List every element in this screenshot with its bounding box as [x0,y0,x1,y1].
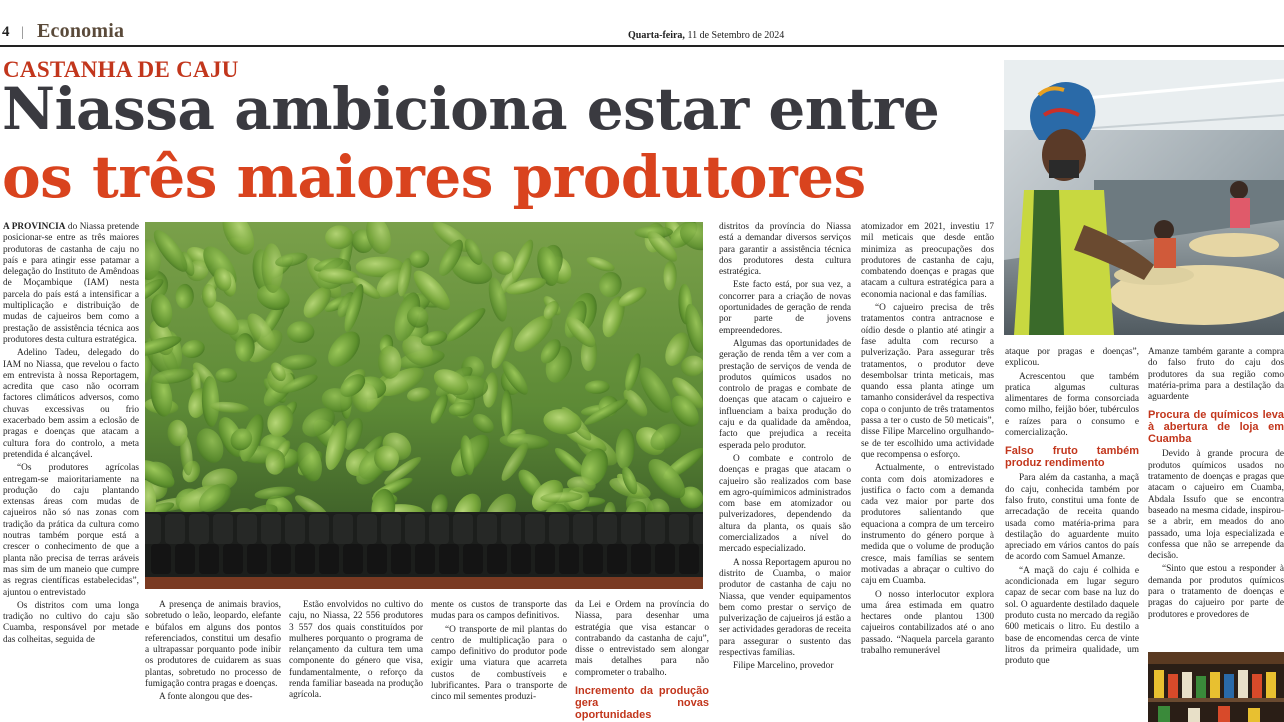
article-column-5 [719,222,851,722]
date-day: Quarta-feira, [628,30,685,41]
article-column-6 [861,222,994,722]
header-date [628,30,784,41]
article-paragraph: Os distritos com uma longa tradição no cultivo do caju são Cuamba, responsável por metade das colheitas, seguida de [3,600,139,645]
page-number: 4 [2,24,10,40]
article-paragraph: Filipe Marcelino, provedor [733,661,834,672]
article-paragraph: O combate e controlo de doenças e pragas que atacam o cajueiro são realizados com base em agro-químimicos administrados com base em atomizador ou pulverizadores, dependendo da altura da planta, os quais são comercializados a nível do mercado especializado. [719,453,851,555]
date-rest: 11 de Setembro de 2024 [684,30,785,41]
article-paragraph: Para além da castanha, a maçã do caju, conhecida também por falso fruto, constitui uma fonte de arrecadação de receita quando usada como matéria-prima para destilação do aguardente muito apreciado em vários cantos do país de acordo com Samuel Amanze. [1005,473,1139,563]
headline-line-1: Niassa ambiciona estar entre [2,75,940,143]
article-paragraph: A nossa Reportagem apurou no distrito de Cuamba, o maior produtor de castanha de caju no Niassa, que vender equipamentos bem como prestar o serviço de pulverização de cajueiros já estão a ser actividades geradoras de receita para assegurar o sustento das respectivas famílias. [719,557,851,658]
article-column-4 [431,600,567,722]
page-header [0,0,1284,46]
shop-illustration [1148,652,1284,722]
workers-illustration [1004,60,1284,335]
article-subhead: Incremento da produção gera novas oportunidades [575,685,709,722]
article-column-3 [289,600,423,722]
article-paragraph: Adelino Tadeu, delegado do IAM no Niassa, que revelou o facto em entrevista à nossa Reportagem, acredita que caso não ocorram factores climáticos adversos, como chuvas excessivas ou frio exacerbado bem assim a eclosão de pragas e doenças que atacam a cultura fora do controlo, a meta pretendida é alcançável. [3,348,139,460]
article-paragraph: Acrescentou que também pratica algumas culturas alimentares de forma consorciada como milho, feijão bóer, tubérculos e raízes para o consumo e comercialização. [1005,371,1139,439]
article-paragraph: A PROVÍNCIA do Niassa pretende posicionar-se entre as três maiores produtoras de castanha de caju no país e para atingir esse patamar a delegação do Instituto de Amêndoas de Moçambique (IAM) nesta parcela do país está a intensificar a multiplicação e distribuição de mudas de cajueiros bem como a prestação de assistência técnica aos produtores desta cultura estratégica. [3,222,139,345]
article-column-5-lower [575,600,709,722]
article-paragraph: distritos da província do Niassa está a demandar diversos serviços para garantir a assistência técnica dos produtores desta cultura estratégica. [719,222,851,278]
article-paragraph: Amanze também garante a compra do falso fruto do caju dos produtores da sua região como matéria-prima para a destilação da aguardente [1148,347,1284,403]
article-paragraph: atomizador em 2021, investiu 17 mil meticais que desde então minimiza as preocupações dos produtores de castanha de caju, combatendo doenças e pragas que atacam a cultura estratégica para a economia nacional e das famílias. [861,222,994,300]
article-paragraph: Algumas das oportunidades de geração de renda têm a ver com a prestação de serviços de venda de produtos químicos usados no controlo de pragas e combate de doenças que atacam o cajueiro e influenciam a baixa produção do caju e da qualidade da amêndoa, facto que prejudica a receita esperada pelo produtor. [719,338,851,451]
article-paragraph: mente os custos de transporte das mudas para os campos definitivos. [431,600,567,622]
seedlings-illustration [145,222,703,589]
article-paragraph: “Sinto que estou a responder à demanda por produtos químicos para o tratamento de doenças e pragas do cajueiro por parte de produtores e provedores de [1148,564,1284,620]
article-paragraph: A fonte alongou que des- [159,692,253,703]
article-subhead: Procura de químicos leva à abertura de loja em Cuamba [1148,409,1284,446]
article-column-7 [1005,347,1139,722]
article-column-2 [145,600,281,722]
section-name [37,20,124,43]
article-paragraph: da Lei e Ordem na província do Niassa, para desenhar uma estratégia que visa estancar o contrabando da castanha de caju”, disse o entrevistado sem alongar mais detalhes para não comprometer o trabalho. [575,600,709,678]
cashew-workers-photo [1004,60,1284,335]
article-paragraph: Este facto está, por sua vez, a concorrer para a criação de novas oportunidades de geração de renda por parte de jovens empreendedores. [719,280,851,336]
article-paragraph: O nosso interlocutor explora uma área estimada em quatro hectares onde plantou 1300 cajueiros contabilizados até o ano passado. “Naquela parcela garanto trabalho remunerável [861,589,994,656]
article-column-1 [3,222,139,722]
article-paragraph: A presença de animais bravios, sobretudo o leão, leopardo, elefante e búfalos em alguns dos pontos referenciados, constitui um desafio a ultrapassar porquanto pode inibir os produtores de cuidarem as suas plantas, sobretudo no processo de fumigação contra pragas e doenças. [145,600,281,690]
cashew-seedlings-photo [145,222,703,589]
article-paragraph: “Os produtores agrícolas entregam-se maioritariamente na produção do caju plantando extensas áreas com mudas de cajueiros não só nas zonas com tradição da prática da cultura como noutras também porque está a crescer o conhecimento de que a planta não precisa de terras aráveis mas sim de um maneio que cumpre as regras científicas estabelecidas”, ajuntou o entrevistado [3,463,139,598]
header-separator: | [21,25,24,40]
article-paragraph: Estão envolvidos no cultivo do caju, no Niassa, 22 556 produtores 3 557 dos quais constituídos por mulheres porquanto o programa de relançamento da cultura tem uma componente do género que visa, fundamentalmente, o reforço da renda familiar baseada na produção agrícola. [289,600,423,701]
article-paragraph: “O cajueiro precisa de três tratamentos contra antracnose e oídio desde o plantio até atingir a fase adulta com recurso a pulverização. Para assegurar três tratamentos, o produtor deve desembolsar trinta meticais, mas quando essa planta atinge um tamanho considerável da respectiva copa o conjunto de três tratamentos passa a ter o custo de 50 meticais”, disse Filipe Marcelino orgulhando-se de ter escolhido uma actividade que recompensa o esforço. [861,303,994,460]
article-paragraph: “O transporte de mil plantas do centro de multiplicação para o campo definitivo do produtor pode exigir uma viatura que acarreta custos de combustíveis e lubrificantes. Para o transporte de cinco mil sementes produzi- [431,624,567,703]
article-paragraph: “A maçã do caju é colhida e acondicionada em lugar seguro capaz de secar com base na luz do sol. O aguardente destilado daquele produto custa no mercado da região 600 meticais o litro. Eu destilo a base de encomendas cerca de vinte litros da primeira qualidade, um produto que [1005,565,1139,667]
header-rule [0,45,1284,47]
article-subhead: Falso fruto também produz rendimento [1005,445,1139,470]
article-paragraph: Actualmente, o entrevistado conta com dois atomizadores e justifica o facto com a demanda cada vez maior por parte dos produtores salientando que equaciona a compra de um terceiro instrumento do género porque à medida que o volume de produção cresce, mais famílias se sentem motivadas a abraçar o cultivo do caju em Cuamba. [861,463,994,587]
article-column-8 [1148,347,1284,647]
article-paragraph: Devido à grande procura de produtos químicos usados no tratamento de doenças e pragas que atacam o cajueiro em Cuamba, Abdala Issufo que se encontra baseado na mesma cidade, inspirou-se a abrir, em meados do ano passado, uma loja especializada e confessa que não se arrepende da decisão. [1148,449,1284,562]
article-kicker: CASTANHA DE CAJU [3,57,239,82]
lead-in: A PROVÍNCIA [3,222,66,232]
section-label: Economia [37,20,125,42]
shop-photo [1148,652,1284,722]
article-paragraph: ataque por pragas e doenças”, explicou. [1005,347,1139,369]
headline-line-2: os três maiores produtores [2,143,866,211]
